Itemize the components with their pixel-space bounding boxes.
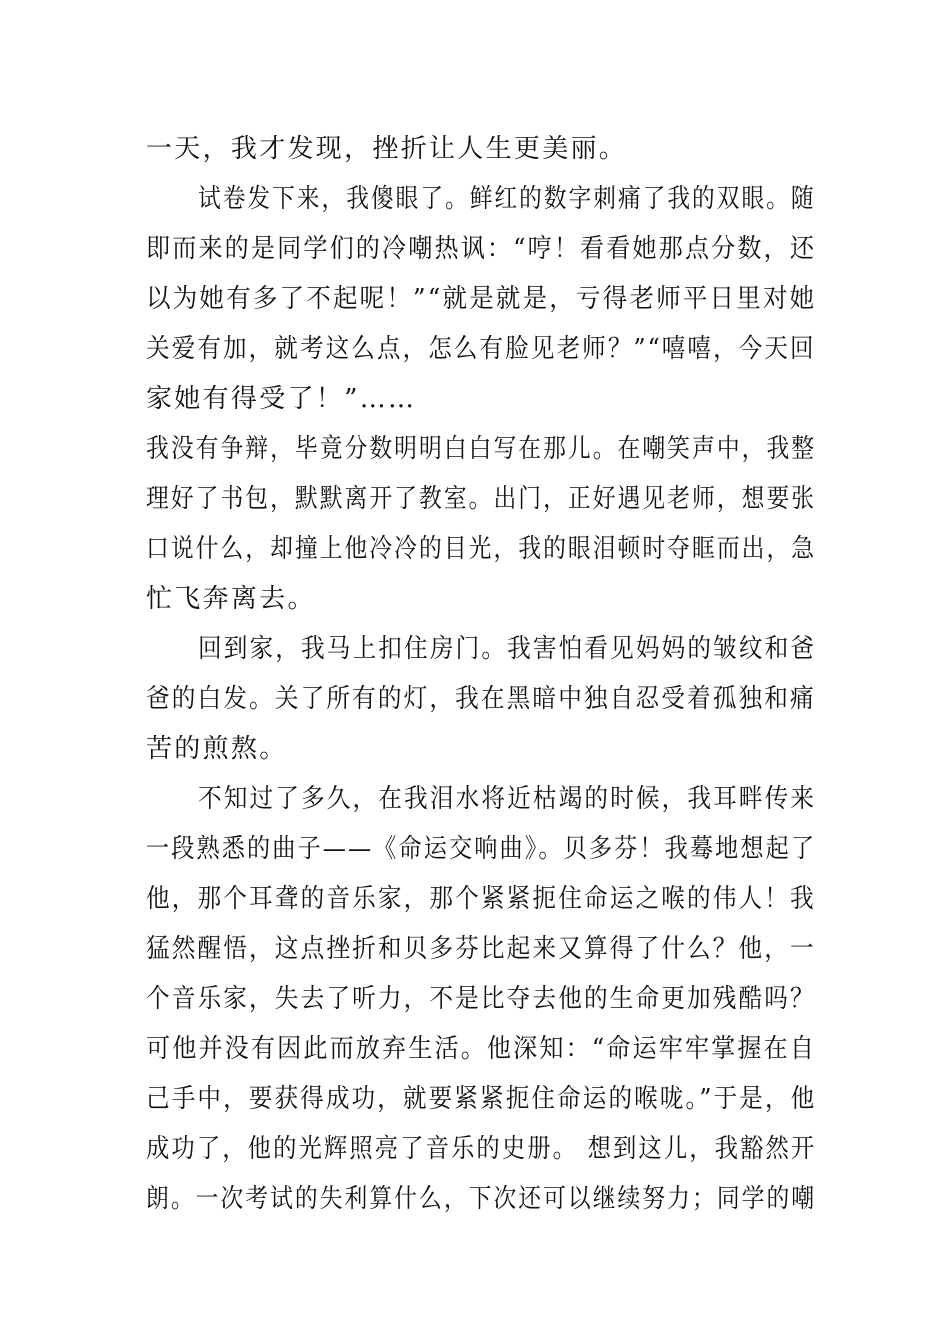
- text-line: 即而来的是同学们的冷嘲热讽：“哼！看看她那点分数，还: [146, 234, 817, 264]
- paragraph-first-line: 试卷发下来，我傻眼了。鲜红的数字刺痛了我的双眼。随: [198, 184, 816, 214]
- paragraph-first-line: 我没有争辩，毕竟分数明明白白写在那儿。在嘲笑声中，我整: [146, 434, 817, 464]
- text-line: 爸的白发。关了所有的灯，我在黑暗中独自忍受着孤独和痛: [146, 684, 816, 714]
- text-line: 理好了书包，默默离开了教室。出门，正好遇见老师，想要张: [146, 484, 817, 514]
- paragraph-first-line: 不知过了多久，在我泪水将近枯竭的时候，我耳畔传来: [198, 784, 817, 814]
- text-line: 以为她有多了不起呢！”“就是就是，亏得老师平日里对她: [146, 284, 817, 314]
- text-line: 他，那个耳聋的音乐家，那个紧紧扼住命运之喉的伟人！我: [146, 884, 816, 914]
- text-line: 苦的煎熬。: [146, 734, 288, 764]
- text-line: 己手中，要获得成功，就要紧紧扼住命运的喉咙。”于是，他: [146, 1084, 817, 1114]
- text-line: 可他并没有因此而放弃生活。他深知：“命运牢牢掌握在自: [146, 1034, 817, 1064]
- text-line: 口说什么，却撞上他冷冷的目光，我的眼泪顿时夺眶而出，急: [146, 534, 817, 564]
- text-line: 猛然醒悟，这点挫折和贝多芬比起来又算得了什么？他，一: [146, 934, 816, 964]
- text-line: 成功了，他的光辉照亮了音乐的史册。 想到这儿，我豁然开: [146, 1134, 817, 1164]
- text-line: 家她有得受了！”……: [146, 384, 417, 414]
- text-line: 朗。一次考试的失利算什么，下次还可以继续努力；同学的嘲: [146, 1184, 817, 1214]
- text-line: 关爱有加，就考这么点，怎么有脸见老师？”“嘻嘻，今天回: [146, 334, 816, 364]
- text-line: 一天，我才发现，挫折让人生更美丽。: [146, 134, 628, 164]
- text-line: 个音乐家，失去了听力，不是比夺去他的生命更加残酷吗？: [146, 984, 816, 1014]
- paragraph-first-line: 回到家，我马上扣住房门。我害怕看见妈妈的皱纹和爸: [198, 634, 817, 664]
- text-line: 一段熟悉的曲子——《命运交响曲》。贝多芬！我蓦地想起了: [146, 834, 817, 864]
- text-line: 忙飞奔离去。: [146, 584, 316, 614]
